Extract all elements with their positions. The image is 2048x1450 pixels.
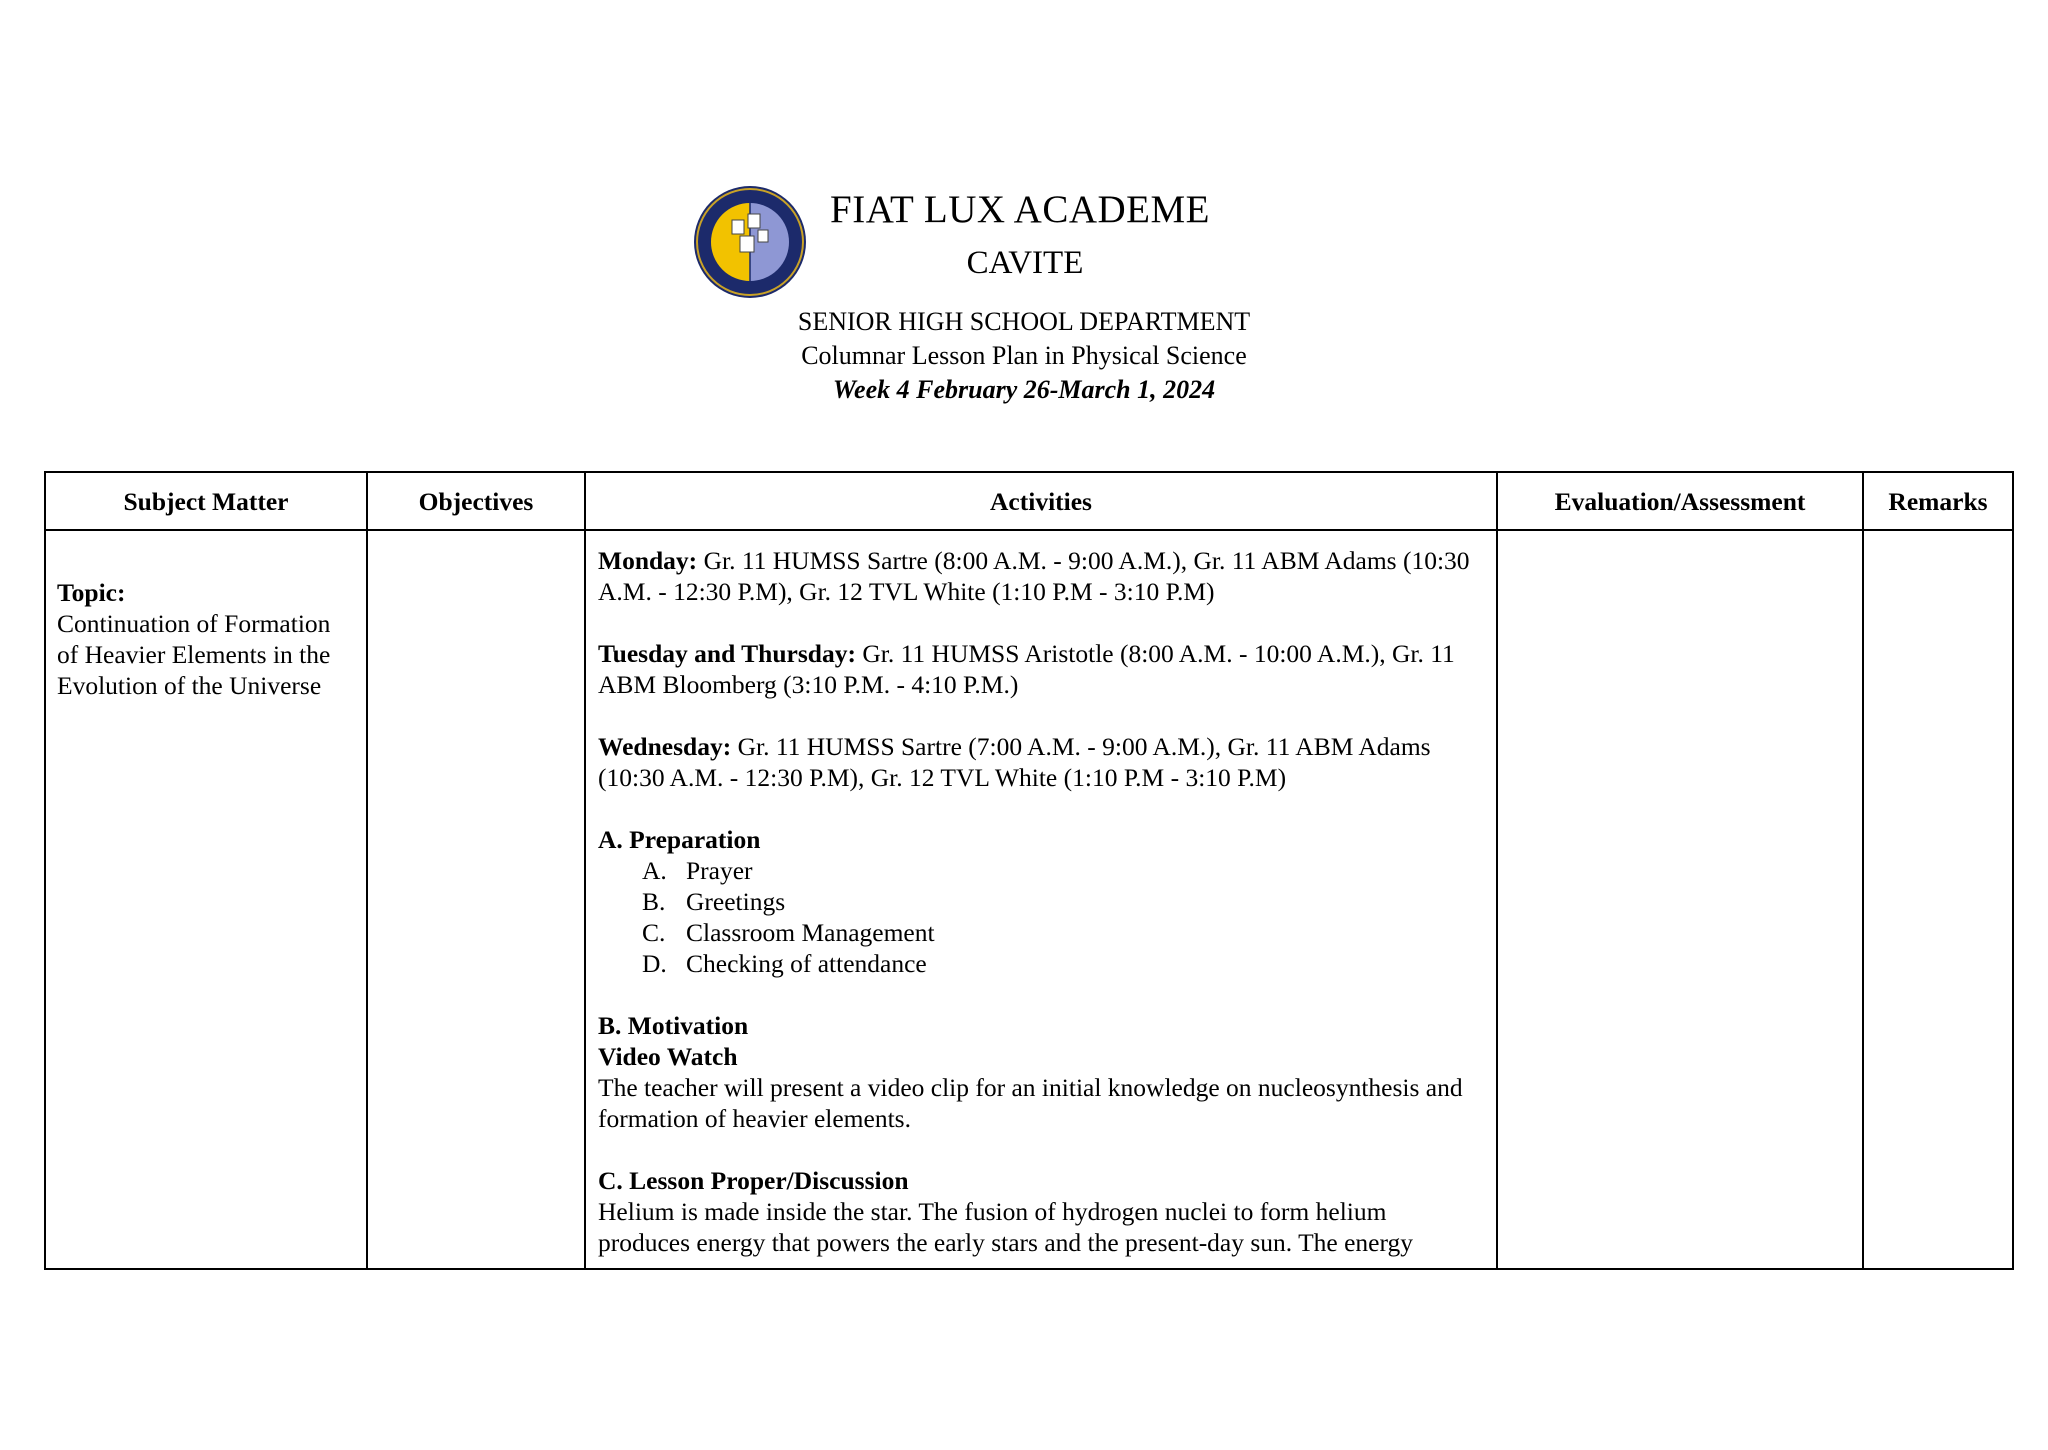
list-marker: B. bbox=[642, 887, 666, 916]
header-remarks: Remarks bbox=[1863, 472, 2013, 530]
schedule-monday bbox=[598, 545, 1484, 607]
header-evaluation: Evaluation/Assessment bbox=[1497, 472, 1863, 530]
subject-matter-cell bbox=[45, 530, 367, 1269]
lesson-plan-table bbox=[44, 471, 2014, 1270]
list-text: Checking of attendance bbox=[686, 949, 927, 978]
schedule-day: Wednesday: bbox=[598, 732, 732, 761]
schedule-wednesday bbox=[598, 731, 1484, 793]
topic-label: Topic: bbox=[57, 578, 126, 607]
plan-title-line: Columnar Lesson Plan in Physical Science bbox=[801, 341, 1247, 370]
objectives-cell bbox=[367, 530, 585, 1269]
motivation-text: The teacher will present a video clip for an initial knowledge on nucleosynthesis and formation of heavier elements. bbox=[598, 1073, 1463, 1133]
table-header-row bbox=[45, 472, 2013, 530]
schedule-text: Gr. 11 HUMSS Sartre (7:00 A.M. - 9:00 A.M.), Gr. 11 ABM Adams (10:30 A.M. - 12:30 P.M), Gr. 12 TVL White (1:10 P.M - 3:10 P.M) bbox=[598, 732, 1431, 792]
list-item bbox=[642, 948, 1484, 979]
school-name: FIAT LUX ACADEME bbox=[830, 188, 1210, 231]
header-objectives: Objectives bbox=[367, 472, 585, 530]
motivation-subtitle: Video Watch bbox=[598, 1042, 738, 1071]
remarks-cell bbox=[1863, 530, 2013, 1269]
table-row bbox=[45, 530, 2013, 1269]
list-text: Classroom Management bbox=[686, 918, 935, 947]
header-subtitles bbox=[624, 305, 1424, 407]
list-marker: A. bbox=[642, 856, 667, 885]
school-location: CAVITE bbox=[966, 245, 1084, 281]
list-text: Prayer bbox=[686, 856, 753, 885]
preparation-title: A. Preparation bbox=[598, 825, 761, 854]
schedule-day: Monday: bbox=[598, 546, 698, 575]
department-line: SENIOR HIGH SCHOOL DEPARTMENT bbox=[797, 307, 1251, 336]
motivation-title: B. Motivation bbox=[598, 1011, 749, 1040]
lesson-text: Helium is made inside the star. The fusion of hydrogen nuclei to form helium produces energy that powers the early stars and the present-day sun. The energy bbox=[598, 1197, 1414, 1257]
list-item bbox=[642, 886, 1484, 917]
schedule-tuesday-thursday bbox=[598, 638, 1484, 700]
week-line: Week 4 February 26-March 1, 2024 bbox=[832, 375, 1216, 404]
topic-text: Continuation of Formation of Heavier Elements in the Evolution of the Universe bbox=[57, 609, 331, 700]
lesson-title: C. Lesson Proper/Discussion bbox=[598, 1166, 909, 1195]
evaluation-cell bbox=[1497, 530, 1863, 1269]
list-text: Greetings bbox=[686, 887, 786, 916]
document-header bbox=[0, 0, 2048, 460]
list-marker: C. bbox=[642, 918, 666, 947]
schedule-text: Gr. 11 HUMSS Sartre (8:00 A.M. - 9:00 A.M.), Gr. 11 ABM Adams (10:30 A.M. - 12:30 P.M), Gr. 12 TVL White (1:10 P.M - 3:10 P.M) bbox=[598, 546, 1470, 606]
activities-cell bbox=[585, 530, 1497, 1269]
schedule-day: Tuesday and Thursday: bbox=[598, 639, 856, 668]
preparation-list bbox=[598, 855, 1484, 979]
header-subject-matter: Subject Matter bbox=[45, 472, 367, 530]
schedule-text: Gr. 11 HUMSS Aristotle (8:00 A.M. - 10:00 A.M.), Gr. 11 ABM Bloomberg (3:10 P.M. - 4:10 P.M.) bbox=[598, 639, 1455, 699]
header-activities: Activities bbox=[585, 472, 1497, 530]
list-item bbox=[642, 917, 1484, 948]
list-marker: D. bbox=[642, 949, 667, 978]
list-item bbox=[642, 855, 1484, 886]
